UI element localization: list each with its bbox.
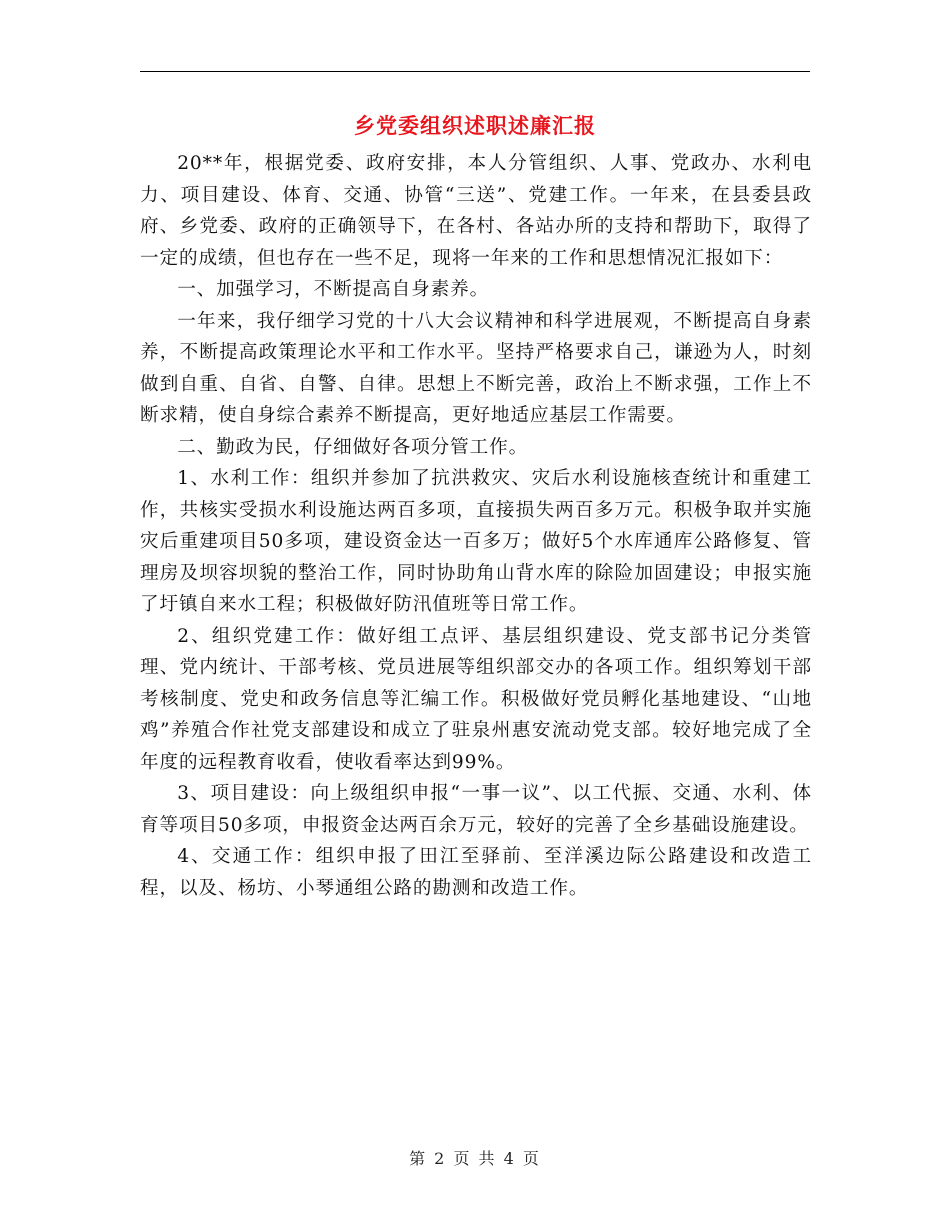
footer-prefix: 第 (409, 1149, 428, 1168)
section-heading-work: 二、勤政为民，仔细做好各项分管工作。 (177, 436, 529, 458)
footer-suffix: 页 (522, 1149, 541, 1168)
document-body (140, 148, 812, 904)
footer-current-page: 2 (434, 1149, 447, 1168)
paragraph-study: 一年来，我仔细学习党的十八大会议精神和科学进展观，不断提高自身素养，不断提高政策理论水平和工作水平。坚持严格要求自己，谦逊为人，时刻做到自重、自省、自警、自律。思想上不断完善，政治上不断求强，工作上不断求精，使自身综合素养不断提高，更好地适应基层工作需要。 (140, 310, 812, 426)
footer-middle: 页 共 (453, 1149, 497, 1168)
paragraph-intro: 20**年，根据党委、政府安排，本人分管组织、人事、党政办、水利电力、项目建设、体育、交通、协管“三送”、党建工作。一年来，在县委县政府、乡党委、政府的正确领导下，在各村、各站办所的支持和帮助下，取得了一定的成绩，但也存在一些不足，现将一年来的工作和思想情况汇报如下： (140, 153, 812, 269)
page-footer (0, 1147, 950, 1171)
footer-total-pages: 4 (503, 1149, 516, 1168)
header-rule (140, 71, 810, 72)
paragraph-project-construction: 3、项目建设：向上级组织申报“一事一议”、以工代振、交通、水利、体育等项目50多项，申报资金达两百余万元，较好的完善了全乡基础设施建设。 (140, 783, 812, 836)
paragraph-transportation: 4、交通工作：组织申报了田江至驿前、至洋溪边际公路建设和改造工程，以及、杨坊、小琴通组公路的勘测和改造工作。 (140, 846, 812, 899)
section-heading-study: 一、加强学习，不断提高自身素养。 (177, 279, 490, 300)
document-title: 乡党委组织述职述廉汇报 (354, 113, 596, 138)
paragraph-water-conservancy: 1、水利工作：组织并参加了抗洪救灾、灾后水利设施核查统计和重建工作，共核实受损水利设施达两百多项，直接损失两百多万元。积极争取并实施灾后重建项目50多项，建设资金达一百多万；做好5个水库通库公路修复、管理房及坝容坝貌的整治工作，同时协助角山背水库的除险加固建设；申报实施了圩镇自来水工程；积极做好防汛值班等日常工作。 (140, 468, 812, 615)
paragraph-party-building: 2、组织党建工作：做好组工点评、基层组织建设、党支部书记分类管理、党内统计、干部考核、党员进展等组织部交办的各项工作。组织筹划干部考核制度、党史和政务信息等汇编工作。积极做好党员孵化基地建设、“山地鸡”养殖合作社党支部建设和成立了驻泉州惠安流动党支部。较好地完成了全年度的远程教育收看，使收看率达到99%。 (140, 625, 812, 773)
